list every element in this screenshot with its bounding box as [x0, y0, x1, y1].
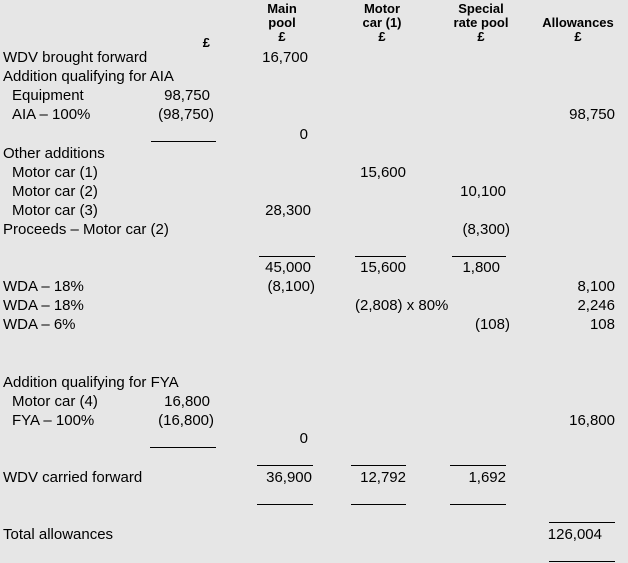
fya-heading: Addition qualifying for FYA — [3, 374, 179, 391]
car4-col1: 16,800 — [164, 393, 210, 410]
wdv-cf-rule-special — [450, 465, 506, 466]
wdv-cf-label: WDV carried forward — [3, 469, 143, 486]
wda1-allowance: 8,100 — [577, 278, 615, 295]
wda3-allowance: 108 — [589, 316, 615, 333]
wda3-special: (108) — [474, 316, 510, 333]
main-pool-header — [247, 2, 317, 44]
car3-main: 28,300 — [265, 202, 311, 219]
car1-label: Motor car (1) — [12, 164, 98, 181]
subtotal-special: 1,800 — [462, 259, 500, 276]
motor-car-header-line1: Motor — [363, 1, 401, 16]
wdv-cf-main: 36,900 — [266, 469, 312, 486]
fya-rule — [150, 447, 216, 448]
subtotal-rule-motor — [355, 256, 406, 257]
fya-balance-main: 0 — [299, 430, 308, 447]
proceeds-special: (8,300) — [462, 221, 510, 238]
allowances-header — [530, 16, 626, 44]
fya-allowance: 16,800 — [569, 412, 615, 429]
wdv-cf-special: 1,692 — [468, 469, 506, 486]
aia-label: AIA – 100% — [12, 106, 91, 123]
wda1-main: (8,100) — [267, 278, 315, 295]
main-pool-header-unit: £ — [278, 29, 286, 44]
special-pool-header-line2: rate pool — [453, 15, 509, 30]
equipment-col1: 98,750 — [164, 87, 210, 104]
wdv-cf-double-rule-motor — [351, 504, 406, 505]
motor-car-header-unit: £ — [378, 29, 386, 44]
proceeds-label: Proceeds – Motor car (2) — [3, 221, 169, 238]
car2-special: 10,100 — [460, 183, 506, 200]
wdv-bf-main: 16,700 — [262, 49, 308, 66]
aia-heading: Addition qualifying for AIA — [3, 68, 174, 85]
main-pool-header-line2: pool — [268, 15, 296, 30]
equipment-label: Equipment — [12, 87, 84, 104]
special-rate-pool-header — [440, 2, 522, 44]
total-allowances-label: Total allowances — [3, 526, 114, 543]
fya-label: FYA – 100% — [12, 412, 95, 429]
car2-label: Motor car (2) — [12, 183, 98, 200]
wda2-allowance: 2,246 — [577, 297, 615, 314]
wdv-cf-double-rule-main — [257, 504, 313, 505]
fya-col1: (16,800) — [158, 412, 214, 429]
aia-rule — [151, 141, 216, 142]
allowances-header-unit: £ — [574, 29, 582, 44]
total-allowances-value: 126,004 — [547, 526, 602, 543]
aia-col1: (98,750) — [158, 106, 214, 123]
special-pool-header-unit: £ — [477, 29, 485, 44]
subtotal-main: 45,000 — [265, 259, 311, 276]
main-pool-header-line1: Main — [267, 1, 297, 16]
wda2-label: WDA – 18% — [3, 297, 84, 314]
other-additions-heading: Other additions — [3, 145, 105, 162]
aia-balance-main: 0 — [299, 126, 308, 143]
motor-car-header — [347, 2, 417, 44]
motor-car-header-line2: car (1) — [362, 15, 402, 30]
wdv-cf-double-rule-special — [450, 504, 506, 505]
wdv-cf-motor: 12,792 — [360, 469, 406, 486]
subtotal-rule-special — [452, 256, 506, 257]
wda2-motor: (2,808) x 80% — [355, 297, 449, 314]
car1-motor: 15,600 — [360, 164, 406, 181]
special-pool-header-line1: Special — [458, 1, 504, 16]
wda3-label: WDA – 6% — [3, 316, 76, 333]
wdv-cf-rule-motor — [351, 465, 406, 466]
subtotal-rule-main — [259, 256, 315, 257]
col1-unit-header: £ — [202, 35, 210, 50]
wdv-cf-rule-main — [257, 465, 313, 466]
wda1-label: WDA – 18% — [3, 278, 84, 295]
car4-label: Motor car (4) — [12, 393, 98, 410]
total-rule-bottom — [549, 561, 615, 562]
car3-label: Motor car (3) — [12, 202, 98, 219]
aia-allowance: 98,750 — [569, 106, 615, 123]
total-rule-top — [549, 522, 615, 523]
wdv-bf-label: WDV brought forward — [3, 49, 148, 66]
allowances-header-line1: Allowances — [542, 15, 614, 30]
subtotal-motor: 15,600 — [360, 259, 406, 276]
